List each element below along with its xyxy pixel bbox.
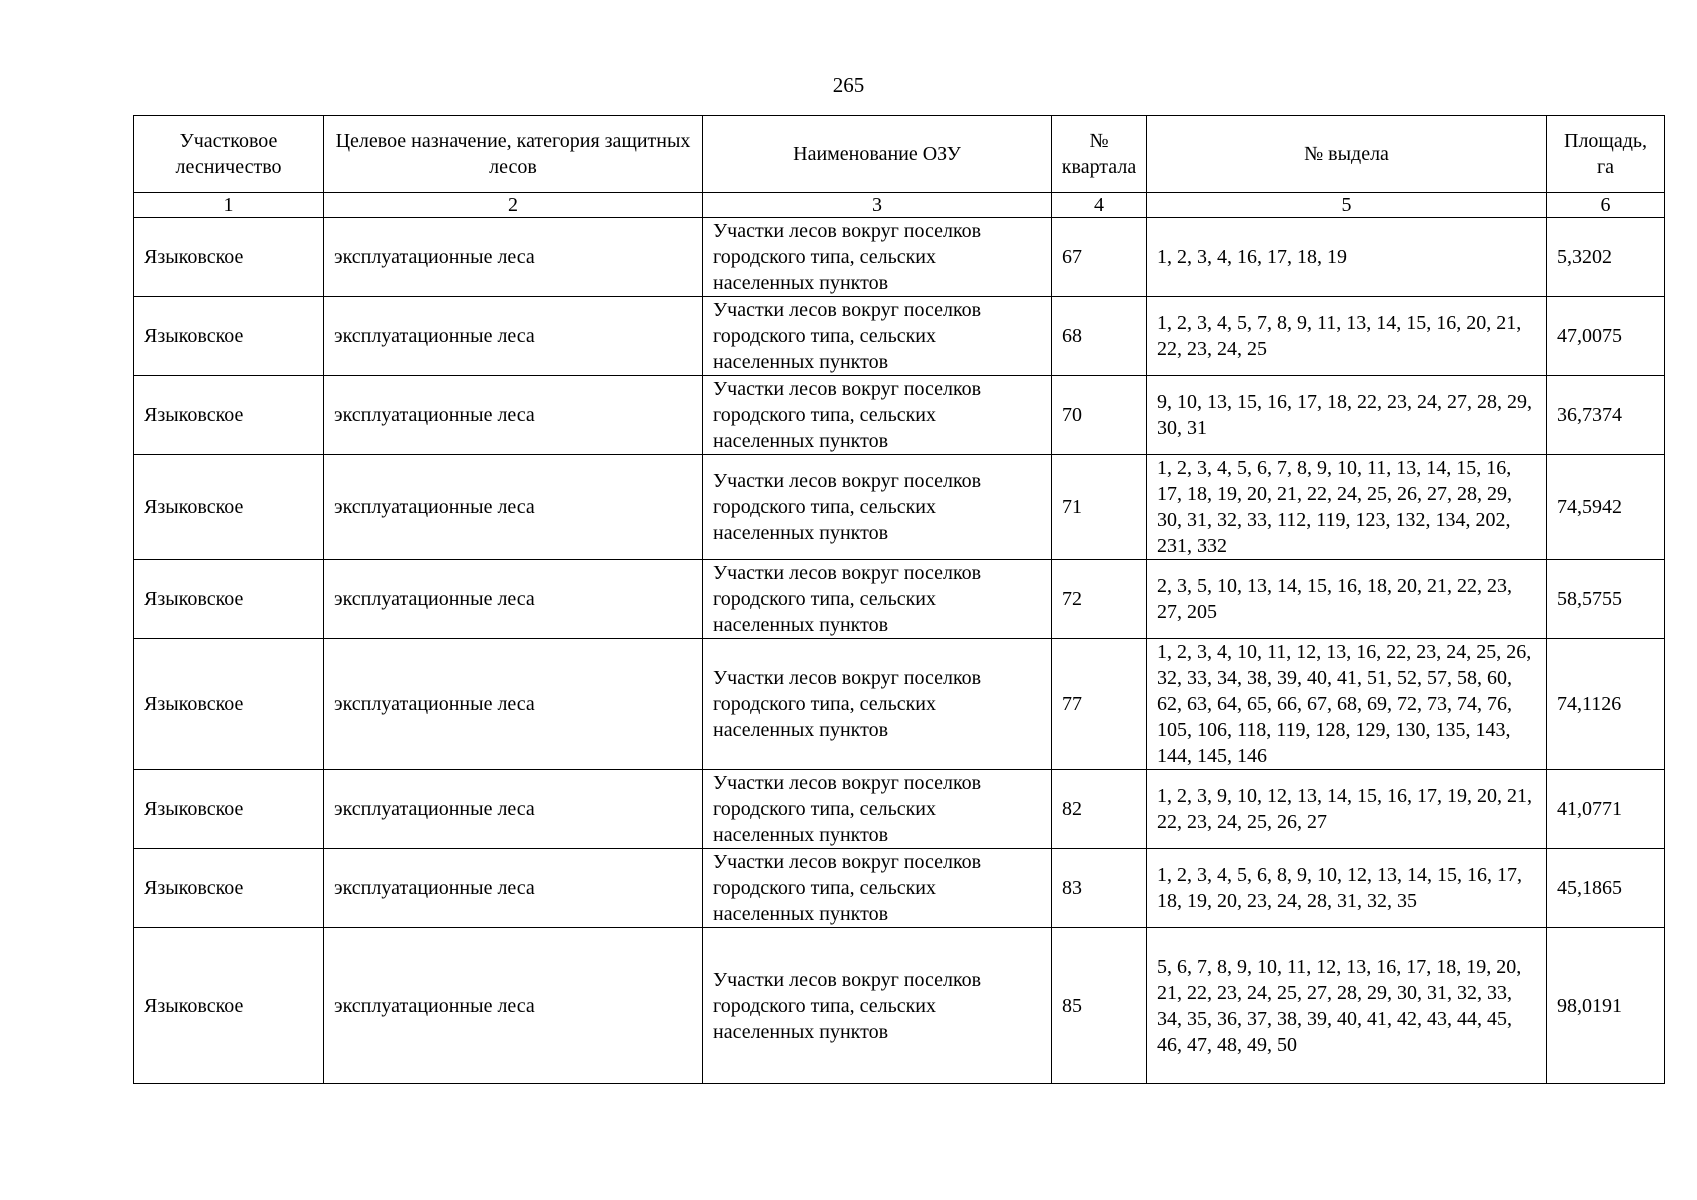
cell-quarter: 70 xyxy=(1052,376,1147,455)
page-number: 265 xyxy=(832,73,865,97)
cell-plots: 1, 2, 3, 9, 10, 12, 13, 14, 15, 16, 17, 19, 20, 21, 22, 23, 24, 25, 26, 27 xyxy=(1147,770,1547,849)
header-quarter: № квартала xyxy=(1052,116,1147,193)
cell-purpose: эксплуатационные леса xyxy=(324,297,703,376)
cell-purpose: эксплуатационные леса xyxy=(324,849,703,928)
table-row xyxy=(134,560,1665,639)
cell-area: 45,1865 xyxy=(1547,849,1665,928)
cell-ozu-name: Участки лесов вокруг поселков городского типа, сельских населенных пунктов xyxy=(703,639,1052,770)
cell-purpose: эксплуатационные леса xyxy=(324,376,703,455)
cell-ozu-name: Участки лесов вокруг поселков городского типа, сельских населенных пунктов xyxy=(703,849,1052,928)
cell-area: 47,0075 xyxy=(1547,297,1665,376)
column-number: 4 xyxy=(1052,193,1147,218)
cell-area: 41,0771 xyxy=(1547,770,1665,849)
cell-plots: 1, 2, 3, 4, 5, 6, 7, 8, 9, 10, 11, 13, 14, 15, 16, 17, 18, 19, 20, 21, 22, 24, 25, 26, 27, 28, 29, 30, 31, 32, 33, 112, 119, 123, 132, 134, 202, 231, 332 xyxy=(1147,455,1547,560)
cell-quarter: 77 xyxy=(1052,639,1147,770)
cell-area: 58,5755 xyxy=(1547,560,1665,639)
cell-plots: 1, 2, 3, 4, 5, 6, 8, 9, 10, 12, 13, 14, 15, 16, 17, 18, 19, 20, 23, 24, 28, 31, 32, 35 xyxy=(1147,849,1547,928)
cell-ozu-name: Участки лесов вокруг поселков городского типа, сельских населенных пунктов xyxy=(703,560,1052,639)
cell-forestry: Языковское xyxy=(134,455,324,560)
cell-plots: 9, 10, 13, 15, 16, 17, 18, 22, 23, 24, 27, 28, 29, 30, 31 xyxy=(1147,376,1547,455)
table-row xyxy=(134,376,1665,455)
cell-quarter: 71 xyxy=(1052,455,1147,560)
column-number: 6 xyxy=(1547,193,1665,218)
cell-forestry: Языковское xyxy=(134,376,324,455)
cell-purpose: эксплуатационные леса xyxy=(324,639,703,770)
cell-quarter: 67 xyxy=(1052,218,1147,297)
cell-purpose: эксплуатационные леса xyxy=(324,928,703,1084)
cell-purpose: эксплуатационные леса xyxy=(324,560,703,639)
cell-area: 5,3202 xyxy=(1547,218,1665,297)
table-header-row xyxy=(134,116,1665,193)
cell-forestry: Языковское xyxy=(134,928,324,1084)
table-row xyxy=(134,849,1665,928)
cell-area: 74,5942 xyxy=(1547,455,1665,560)
header-purpose: Целевое назначение, категория защитных лесов xyxy=(324,116,703,193)
header-ozu-name: Наименование ОЗУ xyxy=(703,116,1052,193)
cell-plots: 1, 2, 3, 4, 5, 7, 8, 9, 11, 13, 14, 15, 16, 20, 21, 22, 23, 24, 25 xyxy=(1147,297,1547,376)
cell-ozu-name: Участки лесов вокруг поселков городского типа, сельских населенных пунктов xyxy=(703,376,1052,455)
column-number: 1 xyxy=(134,193,324,218)
cell-forestry: Языковское xyxy=(134,639,324,770)
cell-ozu-name: Участки лесов вокруг поселков городского типа, сельских населенных пунктов xyxy=(703,770,1052,849)
cell-plots: 2, 3, 5, 10, 13, 14, 15, 16, 18, 20, 21, 22, 23, 27, 205 xyxy=(1147,560,1547,639)
cell-purpose: эксплуатационные леса xyxy=(324,455,703,560)
cell-forestry: Языковское xyxy=(134,218,324,297)
cell-purpose: эксплуатационные леса xyxy=(324,218,703,297)
cell-forestry: Языковское xyxy=(134,560,324,639)
cell-area: 74,1126 xyxy=(1547,639,1665,770)
cell-quarter: 83 xyxy=(1052,849,1147,928)
cell-ozu-name: Участки лесов вокруг поселков городского типа, сельских населенных пунктов xyxy=(703,928,1052,1084)
table-row xyxy=(134,928,1665,1084)
column-number: 2 xyxy=(324,193,703,218)
cell-area: 36,7374 xyxy=(1547,376,1665,455)
column-number: 3 xyxy=(703,193,1052,218)
forest-plots-table xyxy=(133,115,1665,1084)
table-row xyxy=(134,455,1665,560)
header-plots: № выдела xyxy=(1147,116,1547,193)
cell-area: 98,0191 xyxy=(1547,928,1665,1084)
header-forestry: Участковое лесничество xyxy=(134,116,324,193)
cell-forestry: Языковское xyxy=(134,770,324,849)
cell-plots: 1, 2, 3, 4, 16, 17, 18, 19 xyxy=(1147,218,1547,297)
table-row xyxy=(134,218,1665,297)
cell-plots: 5, 6, 7, 8, 9, 10, 11, 12, 13, 16, 17, 18, 19, 20, 21, 22, 23, 24, 25, 27, 28, 29, 30, 31, 32, 33, 34, 35, 36, 37, 38, 39, 40, 41, 42, 43, 44, 45, 46, 47, 48, 49, 50 xyxy=(1147,928,1547,1084)
column-number: 5 xyxy=(1147,193,1547,218)
cell-ozu-name: Участки лесов вокруг поселков городского типа, сельских населенных пунктов xyxy=(703,218,1052,297)
cell-ozu-name: Участки лесов вокруг поселков городского типа, сельских населенных пунктов xyxy=(703,455,1052,560)
cell-quarter: 82 xyxy=(1052,770,1147,849)
cell-purpose: эксплуатационные леса xyxy=(324,770,703,849)
cell-plots: 1, 2, 3, 4, 10, 11, 12, 13, 16, 22, 23, 24, 25, 26, 32, 33, 34, 38, 39, 40, 41, 51, 52, 57, 58, 60, 62, 63, 64, 65, 66, 67, 68, 69, 72, 73, 74, 76, 105, 106, 118, 119, 128, 129, 130, 135, 143, 144, 145, 146 xyxy=(1147,639,1547,770)
table-row xyxy=(134,639,1665,770)
column-number-row xyxy=(134,193,1665,218)
cell-quarter: 72 xyxy=(1052,560,1147,639)
table-body xyxy=(134,218,1665,1084)
cell-ozu-name: Участки лесов вокруг поселков городского типа, сельских населенных пунктов xyxy=(703,297,1052,376)
table-row xyxy=(134,770,1665,849)
cell-quarter: 68 xyxy=(1052,297,1147,376)
cell-forestry: Языковское xyxy=(134,849,324,928)
header-area: Площадь, га xyxy=(1547,116,1665,193)
cell-forestry: Языковское xyxy=(134,297,324,376)
cell-quarter: 85 xyxy=(1052,928,1147,1084)
table-row xyxy=(134,297,1665,376)
